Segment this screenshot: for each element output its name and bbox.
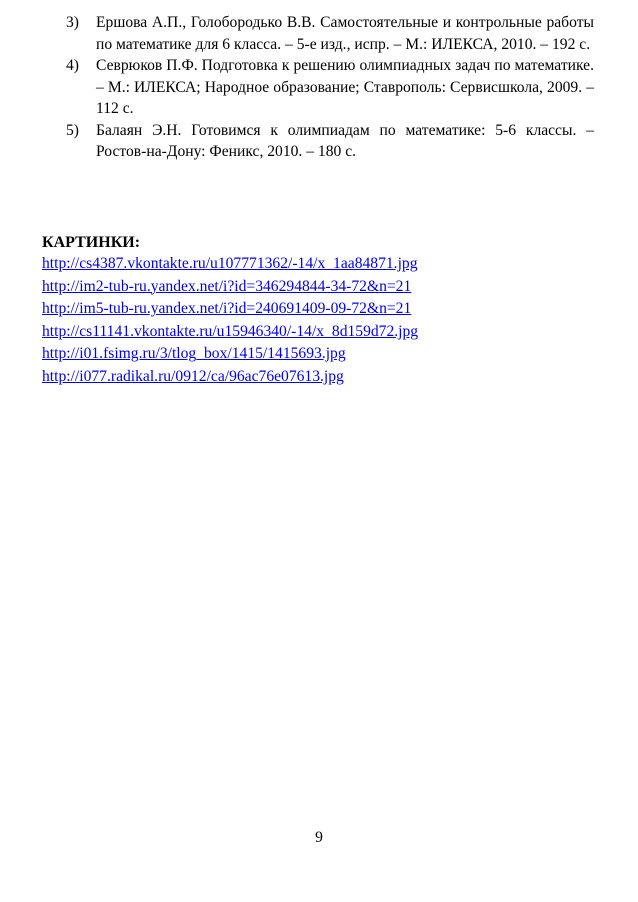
picture-link[interactable]: http://cs11141.vkontakte.ru/u15946340/-14/x_8d159d72.jpg [42,322,419,340]
bibliography-item [66,120,594,163]
list-item [42,298,418,321]
bibliography-item-number: 3) [66,14,79,31]
picture-link[interactable]: http://cs4387.vkontakte.ru/u107771362/-14/x_1aa84871.jpg [42,255,418,272]
bibliography-item-number: 5) [66,121,79,139]
picture-link[interactable]: http://i01.fsimg.ru/3/tlog_box/1415/1415693.jpg [42,345,346,363]
picture-link[interactable]: http://i077.radikal.ru/0912/ca/96ac76e07613.jpg [42,367,344,385]
bibliography-list [66,12,594,163]
page-number: 9 [315,829,323,846]
bibliography-item [66,55,594,120]
list-item [42,343,418,366]
list-item [42,253,418,276]
bibliography-item [66,12,594,55]
picture-link[interactable]: http://im2-tub-ru.yandex.net/i?id=346294844-34-72&n=21 [42,277,412,295]
bibliography-item-text: Севрюков П.Ф. Подготовка к решению олимпиадных задач по математике. – М.: ИЛЕКСА; Народное образование; Ставрополь: Сервисшкола, 2009. – 112 с. [96,57,594,117]
pictures-heading: КАРТИНКИ: [42,234,141,251]
bibliography-item-number: 4) [66,57,79,74]
list-item [42,276,418,299]
list-item [42,366,418,389]
picture-link[interactable]: http://im5-tub-ru.yandex.net/i?id=240691409-09-72&n=21 [42,300,412,318]
bibliography-item-text: Ершова А.П., Голобородько В.В. Самостоятельные и контрольные работы по математике для 6 класса. – 5-е изд., испр. – М.: ИЛЕКСА, 2010. – 192 с. [96,14,594,53]
pictures-link-list [42,253,418,389]
bibliography-item-text: Балаян Э.Н. Готовимся к олимпиадам по математике: 5-6 классы. – Ростов-на-Дону: Феникс, 2010. – 180 с. [96,121,594,160]
list-item [42,321,418,344]
